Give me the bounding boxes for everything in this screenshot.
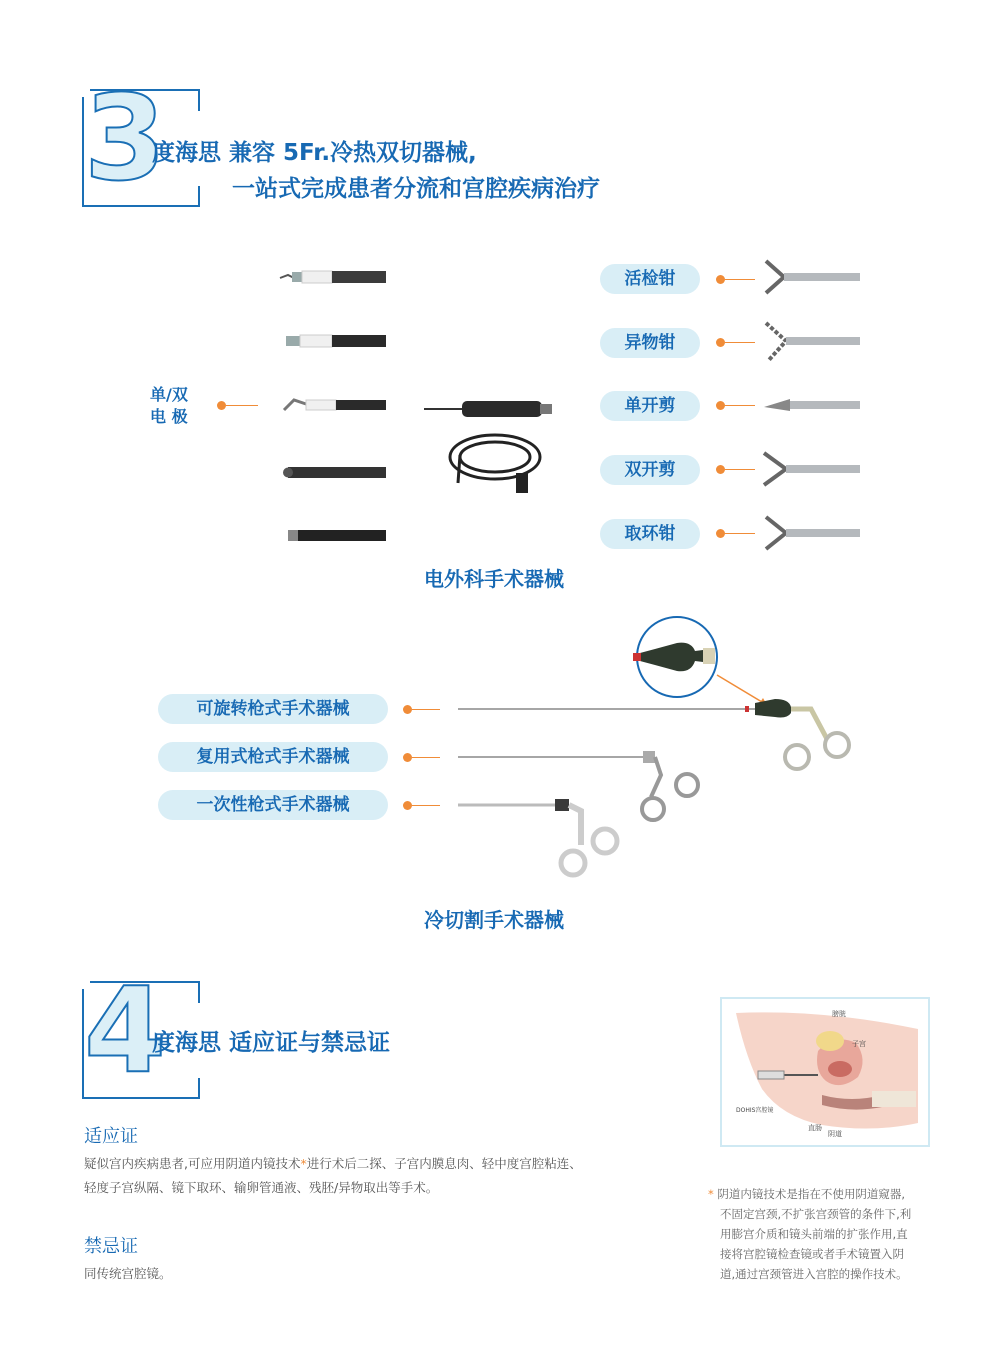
indications-heading: 适应证 xyxy=(84,1126,138,1147)
anatomy-label-vagina: 阴道 xyxy=(828,1130,842,1138)
forceps-marker-dot xyxy=(716,275,725,284)
anatomy-label-bladder: 膀胱 xyxy=(832,1010,846,1018)
cold-marker-line xyxy=(412,709,440,710)
forceps-marker-dot xyxy=(716,338,725,347)
electrode-tip-3 xyxy=(284,400,386,410)
section-3-title-line1: 度海思 兼容 5Fr.冷热双切器械, xyxy=(152,140,477,166)
electrode-tips-illustration xyxy=(278,260,393,550)
electrode-tip-2 xyxy=(286,335,386,347)
cold-pill-disposable[interactable]: 一次性枪式手术器械 xyxy=(158,790,388,820)
cold-marker-line xyxy=(412,805,440,806)
tip-magnifier xyxy=(633,617,717,697)
forceps-tips-illustration xyxy=(760,255,865,555)
electrosurgical-caption: 电外科手术器械 xyxy=(424,567,564,591)
forceps-tip-biopsy xyxy=(766,261,860,293)
electrode-tip-5 xyxy=(288,530,386,541)
cold-marker-dot xyxy=(403,801,412,810)
forceps-marker-dot xyxy=(716,401,725,410)
forceps-pill-foreign-body[interactable]: 异物钳 xyxy=(600,328,700,358)
electrode-tip-4 xyxy=(283,467,386,478)
cold-pill-reusable[interactable]: 复用式枪式手术器械 xyxy=(158,742,388,772)
forceps-pill-biopsy[interactable]: 活检钳 xyxy=(600,264,700,294)
contraindications-heading: 禁忌证 xyxy=(84,1236,138,1257)
forceps-marker-line xyxy=(725,279,755,280)
electrode-tip-1 xyxy=(280,271,386,283)
forceps-marker-dot xyxy=(716,529,725,538)
cold-marker-line xyxy=(412,757,440,758)
forceps-tip-single-scissors xyxy=(764,399,860,411)
section-4-title: 度海思 适应证与禁忌证 xyxy=(152,1030,391,1056)
electrode-marker-line xyxy=(226,405,258,406)
forceps-marker-line xyxy=(725,533,755,534)
electrode-marker-dot xyxy=(217,401,226,410)
vaginoscopy-footnote: * 阴道内镜技术是指在不使用阴道窥器, 不固定宫颈,不扩张宫颈管的条件下,利 用膨宫介质和镜头前端的扩张作用,直 接将宫腔镜检查镜或者手术镜置入阴 道,通过宫颈管进入宫腔的操作技术。 xyxy=(708,1187,912,1281)
anatomy-diagram xyxy=(722,999,928,1145)
forceps-marker-line xyxy=(725,342,755,343)
anatomy-label-uterus: 子宫 xyxy=(852,1040,866,1048)
anatomy-label-rectum: 直肠 xyxy=(808,1124,822,1132)
forceps-marker-line xyxy=(725,405,755,406)
section-3-number: 3 xyxy=(84,69,167,207)
anatomy-label-hysteroscope: DOHIS宫腔镜 xyxy=(736,1107,774,1114)
forceps-pill-single-scissors[interactable]: 单开剪 xyxy=(600,391,700,421)
anatomy-illustration xyxy=(720,997,930,1147)
section-3-title-line2: 一站式完成患者分流和宫腔疾病治疗 xyxy=(232,176,600,202)
section-4-number: 4 xyxy=(84,961,167,1099)
instrument-disposable xyxy=(458,799,617,875)
forceps-marker-dot xyxy=(716,465,725,474)
cold-marker-dot xyxy=(403,753,412,762)
forceps-tip-ring-remover xyxy=(766,517,860,549)
cold-cutting-caption: 冷切割手术器械 xyxy=(424,908,564,932)
forceps-pill-double-scissors[interactable]: 双开剪 xyxy=(600,455,700,485)
cold-pill-rotatable[interactable]: 可旋转枪式手术器械 xyxy=(158,694,388,724)
forceps-pill-ring-remover[interactable]: 取环钳 xyxy=(600,519,700,549)
forceps-tip-foreign-body xyxy=(766,323,860,361)
forceps-tip-double-scissors xyxy=(764,453,860,485)
forceps-marker-line xyxy=(725,469,755,470)
indications-text: 疑似宫内疾病患者,可应用阴道内镜技术*进行术后二探、子宫内膜息肉、轻中度宫腔粘连、 轻度子宫纵隔、镜下取环、输卵管通液、残胚/异物取出等手术。 xyxy=(84,1156,582,1195)
cold-instruments-illustration xyxy=(455,615,875,885)
contraindications-text: 同传统宫腔镜。 xyxy=(84,1266,172,1281)
cold-marker-dot xyxy=(403,705,412,714)
electrode-label: 单/双 电 极 xyxy=(150,385,188,426)
electrode-handle-cable-illustration xyxy=(420,395,560,505)
